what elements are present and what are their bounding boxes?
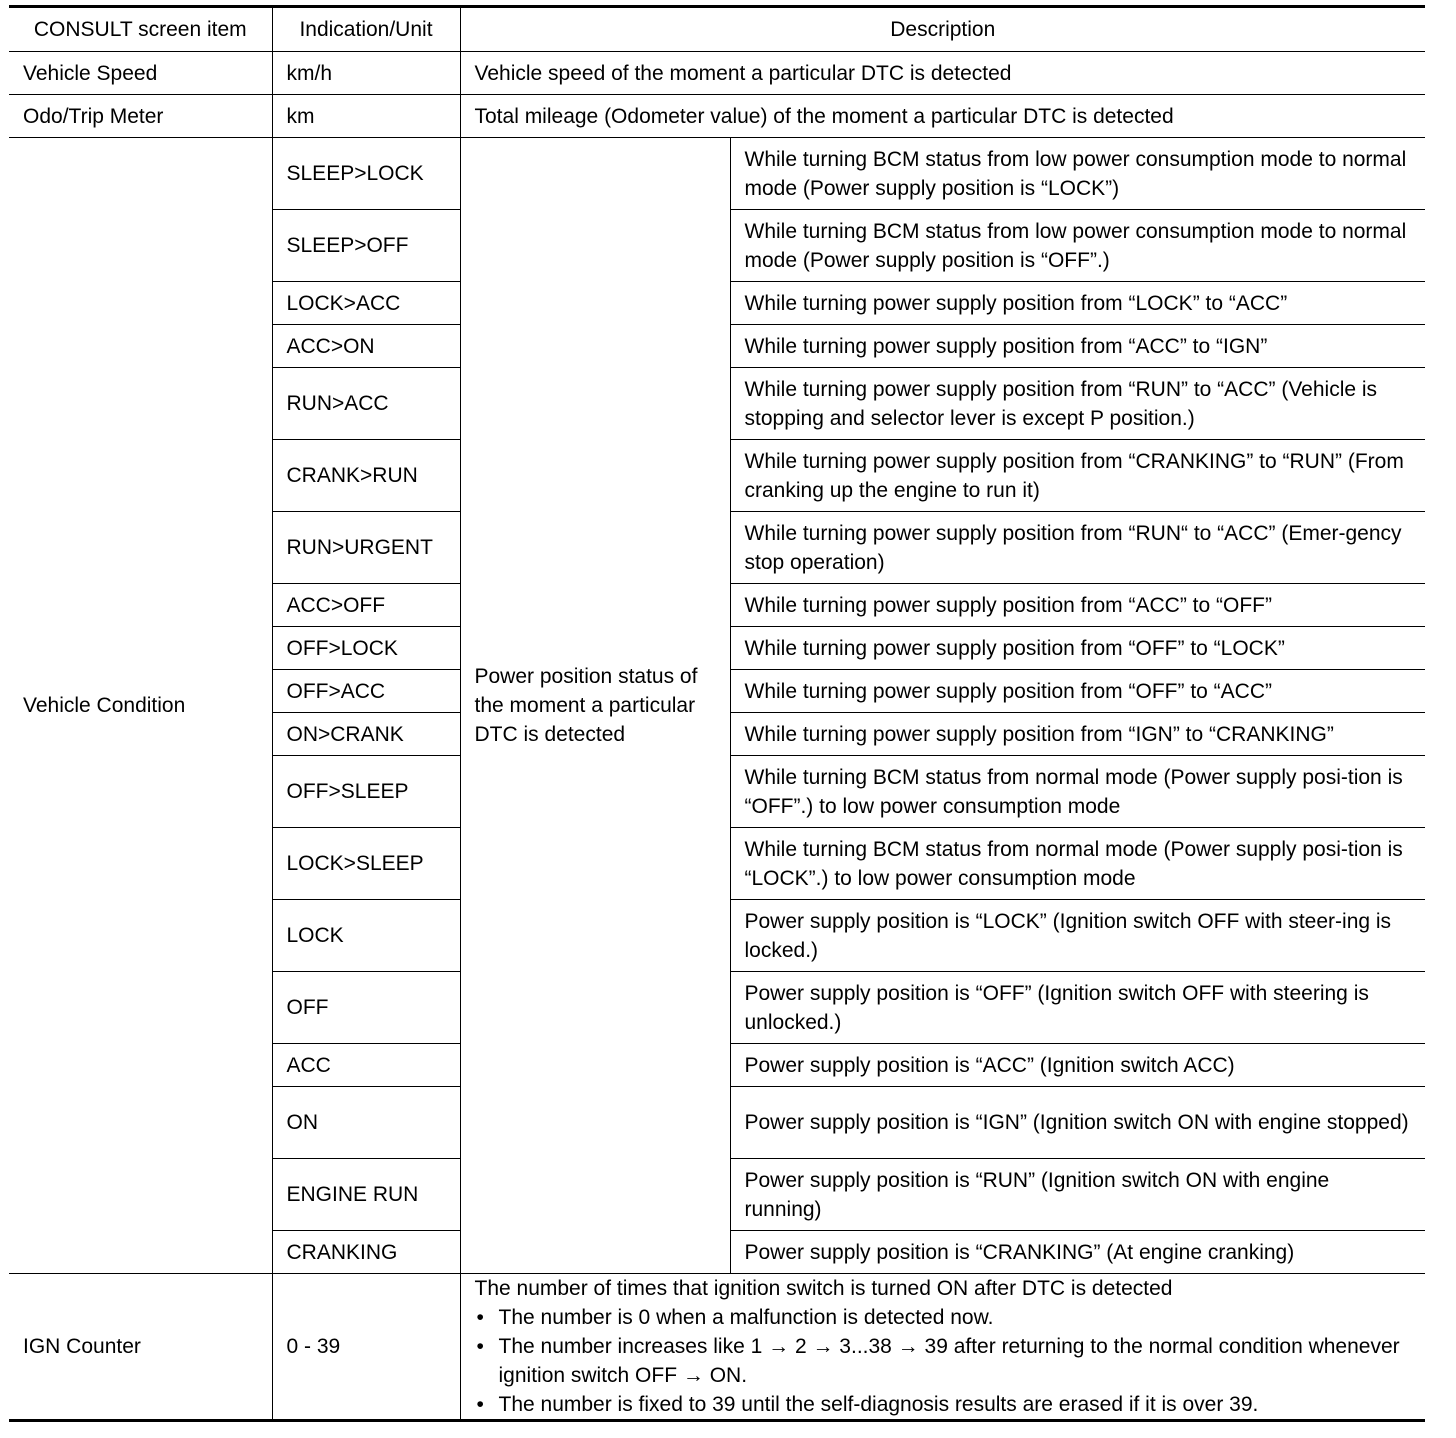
detail-vc-4: While turning power supply position from “RUN” to “ACC” (Vehicle is stopping and selector lever is except P position.) (730, 368, 1425, 440)
detail-vc-6: While turning power supply position from “RUN“ to “ACC” (Emer-gency stop operation) (730, 512, 1425, 584)
unit-vc-16: ON (272, 1087, 460, 1159)
ign-counter-bullets (475, 1303, 1412, 1419)
header-description: Description (460, 7, 1425, 52)
unit-vc-14: OFF (272, 972, 460, 1044)
unit-vc-12: LOCK>SLEEP (272, 828, 460, 900)
detail-vc-15: Power supply position is “ACC” (Ignition switch ACC) (730, 1044, 1425, 1087)
detail-vc-7: While turning power supply position from “ACC” to “OFF” (730, 584, 1425, 627)
unit-vc-4: RUN>ACC (272, 368, 460, 440)
unit-vc-2: LOCK>ACC (272, 282, 460, 325)
row-vehicle-speed (9, 52, 1425, 95)
unit-ign-counter: 0 - 39 (272, 1274, 460, 1421)
header-unit: Indication/Unit (272, 7, 460, 52)
row-odo-trip (9, 95, 1425, 138)
detail-vc-17: Power supply position is “RUN” (Ignition switch ON with engine running) (730, 1159, 1425, 1231)
ign-bullet-0: • The number is 0 when a malfunction is detected now. (475, 1303, 1412, 1332)
detail-vc-0: While turning BCM status from low power consumption mode to normal mode (Power supply position is “LOCK”) (730, 138, 1425, 210)
detail-vc-18: Power supply position is “CRANKING” (At engine cranking) (730, 1231, 1425, 1274)
header-item: CONSULT screen item (9, 7, 272, 52)
detail-vc-9: While turning power supply position from “OFF” to “ACC” (730, 670, 1425, 713)
item-vehicle-speed: Vehicle Speed (9, 52, 272, 95)
ign-bullet-1: • The number increases like 1 → 2 → 3...38 → 39 after returning to the normal condition whenever ignition switch OFF → ON. (475, 1332, 1412, 1390)
detail-vc-14: Power supply position is “OFF” (Ignition switch OFF with steering is unlocked.) (730, 972, 1425, 1044)
unit-vc-6: RUN>URGENT (272, 512, 460, 584)
unit-vc-11: OFF>SLEEP (272, 756, 460, 828)
unit-vehicle-speed: km/h (272, 52, 460, 95)
detail-vc-16: Power supply position is “IGN” (Ignition switch ON with engine stopped) (730, 1087, 1425, 1159)
ign-bullet-2: • The number is fixed to 39 until the self-diagnosis results are erased if it is over 39. (475, 1390, 1412, 1419)
unit-vc-3: ACC>ON (272, 325, 460, 368)
row-ign-counter (9, 1274, 1425, 1421)
unit-vc-17: ENGINE RUN (272, 1159, 460, 1231)
detail-vc-13: Power supply position is “LOCK” (Ignition switch OFF with steer-ing is locked.) (730, 900, 1425, 972)
desc-vehicle-condition: Power position status of the moment a particular DTC is detected (460, 138, 730, 1274)
header-row (9, 7, 1425, 52)
unit-vc-15: ACC (272, 1044, 460, 1087)
item-ign-counter: IGN Counter (9, 1274, 272, 1421)
unit-vc-7: ACC>OFF (272, 584, 460, 627)
desc-vehicle-speed: Vehicle speed of the moment a particular DTC is detected (460, 52, 1425, 95)
unit-vc-8: OFF>LOCK (272, 627, 460, 670)
detail-vc-11: While turning BCM status from normal mode (Power supply posi-tion is “OFF”.) to low power consumption mode (730, 756, 1425, 828)
detail-vc-3: While turning power supply position from “ACC” to “IGN” (730, 325, 1425, 368)
desc-odo-trip: Total mileage (Odometer value) of the moment a particular DTC is detected (460, 95, 1425, 138)
unit-vc-10: ON>CRANK (272, 713, 460, 756)
detail-vc-8: While turning power supply position from “OFF” to “LOCK” (730, 627, 1425, 670)
unit-vc-18: CRANKING (272, 1231, 460, 1274)
consult-data-table (9, 5, 1425, 1422)
detail-vc-12: While turning BCM status from normal mode (Power supply posi-tion is “LOCK”.) to low power consumption mode (730, 828, 1425, 900)
unit-vc-13: LOCK (272, 900, 460, 972)
detail-vc-1: While turning BCM status from low power consumption mode to normal mode (Power supply position is “OFF”.) (730, 210, 1425, 282)
detail-vc-2: While turning power supply position from “LOCK” to “ACC” (730, 282, 1425, 325)
item-odo-trip: Odo/Trip Meter (9, 95, 272, 138)
unit-vc-9: OFF>ACC (272, 670, 460, 713)
unit-vc-5: CRANK>RUN (272, 440, 460, 512)
unit-vc-1: SLEEP>OFF (272, 210, 460, 282)
desc-ign-counter (460, 1274, 1425, 1421)
detail-vc-10: While turning power supply position from “IGN” to “CRANKING” (730, 713, 1425, 756)
unit-vc-0: SLEEP>LOCK (272, 138, 460, 210)
unit-odo-trip: km (272, 95, 460, 138)
row-vc-0 (9, 138, 1425, 210)
ign-counter-intro: The number of times that ignition switch is turned ON after DTC is detected (474, 1277, 1173, 1300)
item-vehicle-condition: Vehicle Condition (9, 138, 272, 1274)
detail-vc-5: While turning power supply position from “CRANKING” to “RUN” (From cranking up the engine to run it) (730, 440, 1425, 512)
